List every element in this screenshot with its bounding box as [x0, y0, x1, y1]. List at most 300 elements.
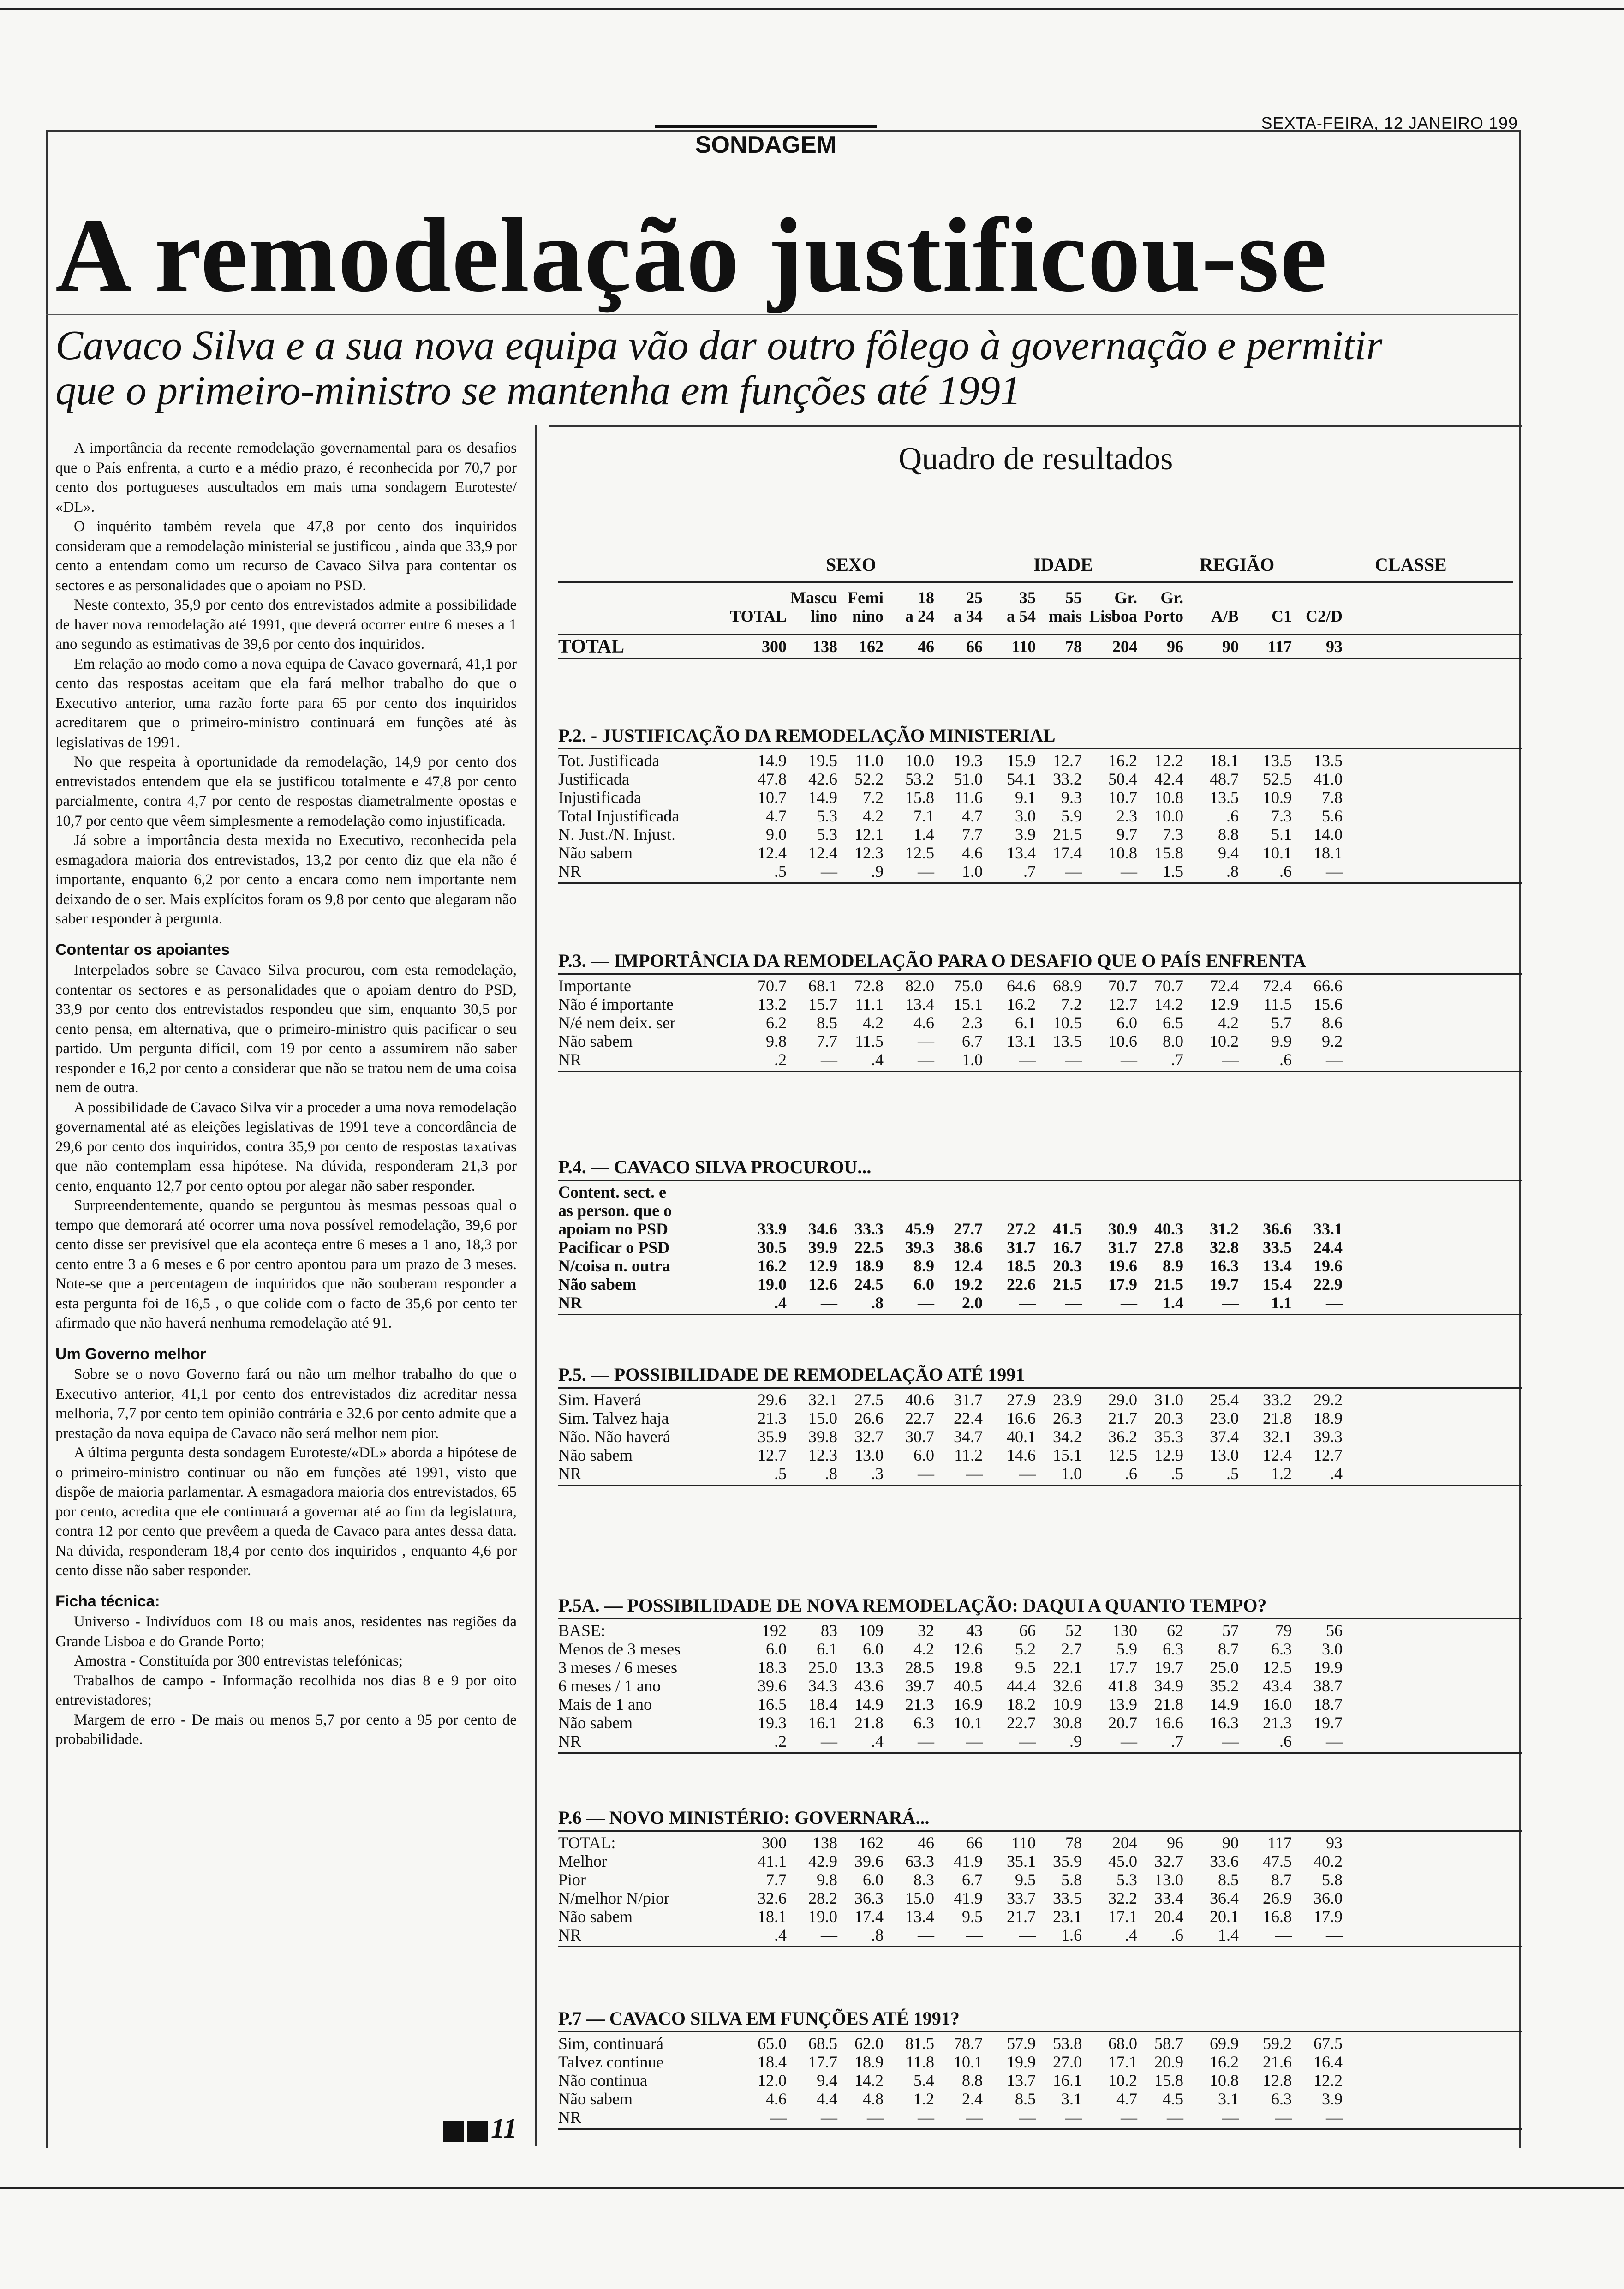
table-cell: —	[1019, 1294, 1036, 1312]
table-cell: a 34	[954, 607, 983, 625]
table-cell: 18.1	[1210, 751, 1239, 770]
table-cell: 2.0	[962, 1294, 983, 1312]
table-cell: 39.6	[758, 1677, 787, 1695]
rule	[558, 882, 1522, 884]
row-label: Injustificada	[558, 788, 641, 807]
table-row	[558, 607, 1343, 625]
table-cell: 138	[812, 1834, 837, 1852]
table-cell: .4	[871, 1732, 884, 1750]
article-paragraph: A importância da recente remodelação governamental para os desafios que o País enfrenta, a curto e a médio prazo, é reconhecida por 70,7 por cento dos portugueses auscultados em mais uma sondagem Euroteste/ «DL».	[55, 440, 517, 515]
question-title: P.4. — CAVACO SILVA PROCUROU...	[558, 1156, 872, 1177]
table-cell: 31.0	[1154, 1390, 1183, 1409]
table-cell: 10.2	[1210, 1032, 1239, 1050]
table-row	[558, 1889, 1343, 1907]
table-cell: 5.1	[1271, 825, 1292, 844]
table-cell: 14.9	[808, 788, 837, 807]
table-cell: 19.9	[1007, 2053, 1036, 2071]
article-subheading: Ficha técnica:	[55, 1592, 160, 1610]
table-cell: Mascu	[790, 588, 837, 607]
table-cell: 40.5	[954, 1677, 983, 1695]
table-cell: 10.5	[1053, 1013, 1082, 1032]
question-block	[558, 2007, 1522, 2132]
table-cell: 22.9	[1314, 1275, 1343, 1294]
table-cell: 7.2	[1061, 995, 1082, 1013]
article-body-supporters	[55, 960, 517, 1333]
table-cell: 41.9	[954, 1852, 983, 1870]
table-cell: 15.8	[905, 788, 934, 807]
table-cell: 31.7	[954, 1390, 983, 1409]
table-cell: 8.9	[914, 1257, 934, 1275]
table-cell: 19.7	[1210, 1275, 1239, 1294]
table-cell: 21.5	[1154, 1275, 1183, 1294]
table-cell: 40.3	[1154, 1220, 1183, 1238]
table-cell: 12.4	[1263, 1446, 1292, 1464]
table-cell: 7.7	[817, 1032, 837, 1050]
table-cell: 68.1	[808, 977, 837, 995]
table-cell: 9.4	[817, 2071, 837, 2090]
table-row	[558, 1013, 1343, 1032]
top-rule	[0, 8, 1624, 10]
article-body-government	[55, 1365, 517, 1581]
table-cell: 90	[1222, 637, 1239, 656]
article-paragraph: Em relação ao modo como a nova equipa de Cavaco governará, 41,1 por cento das respostas aceitam que ela fará melhor trabalho do que o Executivo anterior, uma razão forte para 65 por cento dos inquiridos acreditarem que o primeiro-ministro continuará em funções até às legislativas de 1991.	[55, 655, 517, 751]
table-cell: .4	[774, 1294, 787, 1312]
table-cell: 70.7	[758, 977, 787, 995]
table-cell: 3.9	[1015, 825, 1036, 844]
table-row	[558, 1050, 1343, 1069]
row-label: 3 meses / 6 meses	[558, 1658, 677, 1677]
row-label: Melhor	[558, 1852, 607, 1870]
logo-mark	[443, 2121, 464, 2142]
table-cell: a 54	[1007, 607, 1036, 625]
question-block	[558, 1594, 1522, 1756]
table-row	[558, 807, 1343, 825]
table-cell: 65.0	[758, 2034, 787, 2053]
table-cell: 5.3	[817, 807, 837, 825]
row-label: Tot. Justificada	[558, 751, 660, 770]
table-cell: 8.3	[914, 1870, 934, 1889]
article-paragraph: Amostra - Constituída por 300 entrevistas telefónicas;	[74, 1653, 403, 1669]
table-cell: 68.9	[1053, 977, 1082, 995]
question-title: P.7 — CAVACO SILVA EM FUNÇÕES ATÉ 1991?	[558, 2008, 960, 2029]
table-cell: —	[1326, 1050, 1343, 1069]
table-row	[558, 1238, 1343, 1257]
table-cell: —	[918, 1926, 934, 1944]
table-cell: 62.0	[854, 2034, 884, 2053]
table-cell: 12.2	[1154, 751, 1183, 770]
table-cell: 21.8	[1154, 1695, 1183, 1714]
table-cell: 9.5	[962, 1907, 983, 1926]
table-cell: 78	[1065, 1834, 1082, 1852]
table-cell: .8	[871, 1926, 884, 1944]
table-cell: 21.5	[1053, 825, 1082, 844]
table-cell: 68.0	[1108, 2034, 1137, 2053]
row-label: N. Just./N. Injust.	[558, 825, 676, 844]
table-cell: .5	[774, 1464, 787, 1483]
table-cell: 13.4	[1007, 844, 1036, 862]
table-cell: 11.8	[906, 2053, 934, 2071]
article-column	[55, 438, 517, 1750]
table-cell: 10.9	[1053, 1695, 1082, 1714]
table-cell: mais	[1049, 607, 1082, 625]
table-cell: 41.1	[758, 1852, 787, 1870]
table-cell: 25.0	[1210, 1658, 1239, 1677]
table-cell: 36.2	[1108, 1427, 1137, 1446]
table-cell: 6.0	[914, 1446, 934, 1464]
table-row	[558, 825, 1343, 844]
table-cell: 16.6	[1007, 1409, 1036, 1427]
table-cell: —	[1121, 2108, 1137, 2127]
table-row	[558, 844, 1343, 862]
table-cell: 19.0	[758, 1275, 787, 1294]
row-label: NR	[558, 1050, 582, 1069]
table-cell: 20.4	[1154, 1907, 1183, 1926]
table-cell: 50.4	[1108, 770, 1137, 788]
row-label: Não sabem	[558, 1907, 633, 1926]
table-cell: 35.9	[1053, 1852, 1082, 1870]
table-cell: 18.4	[758, 2053, 787, 2071]
table-cell: 18.9	[854, 2053, 884, 2071]
table-cell: —	[966, 1732, 983, 1750]
table-cell: 78.7	[954, 2034, 983, 2053]
article-paragraph: Universo - Indivíduos com 18 ou mais anos, residentes nas regiões da Grande Lisboa e do Grande Porto;	[55, 1613, 517, 1650]
table-cell: 6.5	[1163, 1013, 1183, 1032]
table-row	[558, 1834, 1343, 1852]
table-cell: 9.5	[1015, 1658, 1036, 1677]
table-cell: —	[918, 862, 934, 881]
table-cell: 18.1	[1314, 844, 1343, 862]
question-title: P.5A. — POSSIBILIDADE DE NOVA REMODELAÇÃO: DAQUI A QUANTO TEMPO?	[558, 1595, 1267, 1616]
table-cell: 11.5	[1263, 995, 1292, 1013]
table-cell: 12.7	[1108, 995, 1137, 1013]
table-cell: .6	[1279, 1050, 1292, 1069]
row-label: Pior	[558, 1870, 586, 1889]
article-paragraph: Já sobre a importância desta mexida no Executivo, reconhecida pela esmagadora maioria dos entrevistados, 13,2 por cento diz que ela não é importante, enquanto 6,2 por cento a encara como nem importante nem deixando de o ser. Mais explícitos foram os 9,8 por cento que alegaram não saber responder à pergunta.	[55, 832, 517, 927]
table-cell: 35.3	[1154, 1427, 1183, 1446]
table-cell: 13.2	[758, 995, 787, 1013]
total-row-wrap	[558, 632, 1522, 661]
table-cell: .9	[1069, 1732, 1082, 1750]
table-cell: 82.0	[905, 977, 934, 995]
table-cell: 13.5	[1053, 1032, 1082, 1050]
table-cell: 20.3	[1053, 1257, 1082, 1275]
table-cell: 16.2	[1210, 2053, 1239, 2071]
table-cell: 66	[1019, 1621, 1036, 1640]
table-cell: 10.0	[905, 751, 934, 770]
table-cell: 16.8	[1263, 1907, 1292, 1926]
table-cell: 19.9	[1314, 1658, 1343, 1677]
table-cell: 12.3	[808, 1446, 837, 1464]
table-cell: 72.8	[854, 977, 884, 995]
row-label: Sim. Talvez haja	[558, 1409, 669, 1427]
table-cell: 6.3	[1163, 1640, 1183, 1658]
article-body-intro	[55, 438, 517, 929]
table-cell: 41.8	[1108, 1677, 1137, 1695]
table-cell: Gr.	[1114, 588, 1137, 607]
article-paragraph: O inquérito também revela que 47,8 por cento dos inquiridos consideram que a remodelação ministerial se justificou , ainda que 33,9 por cento a entendam como um recurso de Cavaco Silva para contentar os sectores e as personalidades que o apoiam no PSD.	[55, 518, 517, 594]
table-cell: 33.5	[1263, 1238, 1292, 1257]
table-cell: 10.0	[1154, 807, 1183, 825]
rule	[558, 2128, 1522, 2130]
table-cell: Femi	[848, 588, 884, 607]
table-cell: 110	[1011, 637, 1036, 656]
table-cell: 10.1	[954, 2053, 983, 2071]
table-cell: 5.9	[1061, 807, 1082, 825]
table-cell: 66.6	[1314, 977, 1343, 995]
table-cell: 130	[1112, 1621, 1137, 1640]
question-table	[558, 751, 1343, 881]
table-cell: 68.5	[808, 2034, 837, 2053]
rule	[558, 1314, 1522, 1315]
table-cell: 66	[966, 1834, 983, 1852]
table-cell: .8	[871, 1294, 884, 1312]
table-cell: 34.9	[1154, 1677, 1183, 1695]
table-cell: .6	[1279, 862, 1292, 881]
table-cell: 6.0	[863, 1640, 884, 1658]
table-cell: 72.4	[1263, 977, 1292, 995]
table-cell: 2.4	[962, 2090, 983, 2108]
table-cell: —	[1326, 1732, 1343, 1750]
table-cell: 67.5	[1314, 2034, 1343, 2053]
table-row	[558, 1275, 1343, 1294]
rule	[558, 1618, 1522, 1619]
table-cell: 36.6	[1263, 1220, 1292, 1238]
table-cell: 29.0	[1108, 1390, 1137, 1409]
table-cell: 33.5	[1053, 1889, 1082, 1907]
table-cell: 35	[1019, 588, 1036, 607]
table-cell: 66	[966, 637, 983, 656]
row-label: NR	[558, 1464, 582, 1483]
table-cell: Lisboa	[1089, 607, 1137, 625]
table-cell: 33.2	[1263, 1390, 1292, 1409]
table-cell: 13.9	[1108, 1695, 1137, 1714]
row-label: N/é nem deix. ser	[558, 1013, 675, 1032]
table-cell: 10.1	[954, 1714, 983, 1732]
table-cell: —	[1326, 1926, 1343, 1944]
table-cell: 8.7	[1271, 1870, 1292, 1889]
table-cell: 4.6	[914, 1013, 934, 1032]
table-row	[558, 1621, 1343, 1640]
article-paragraph: A possibilidade de Cavaco Silva vir a proceder a uma nova remodelação governamental até as eleições legislativas de 1991 teve a concordância de 29,6 por cento dos inquiridos, contra 35,9 por cento de respostas taxativas que não contemplam essa hipótese. Na dúvida, responderam 21,3 por cento, enquanto 12,7 por cento optou por alegar não saber responder.	[55, 1099, 517, 1194]
table-cell: 12.9	[1154, 1446, 1183, 1464]
table-cell: 11.6	[954, 788, 983, 807]
table-cell: 53.8	[1053, 2034, 1082, 2053]
table-cell: 32.2	[1108, 1889, 1137, 1907]
table-cell: 1.1	[1271, 1294, 1292, 1312]
table-cell: .9	[871, 862, 884, 881]
rule	[558, 1830, 1522, 1832]
table-cell: —	[867, 2108, 884, 2127]
table-cell: 30.9	[1108, 1220, 1137, 1238]
table-cell: 33.9	[758, 1220, 787, 1238]
table-cell: 32.7	[1154, 1852, 1183, 1870]
table-cell: —	[821, 1294, 837, 1312]
table-cell: —	[918, 1050, 934, 1069]
table-cell: 13.1	[1007, 1032, 1036, 1050]
table-cell: 13.4	[905, 1907, 934, 1926]
table-cell: —	[918, 1732, 934, 1750]
table-cell: 6.2	[766, 1013, 787, 1032]
rule	[558, 1752, 1522, 1754]
table-cell: 62	[1167, 1621, 1183, 1640]
rule	[558, 2031, 1522, 2032]
table-cell: 14.9	[758, 751, 787, 770]
row-label: N/melhor N/pior	[558, 1889, 669, 1907]
table-cell: 59.2	[1263, 2034, 1292, 2053]
table-cell: 22.7	[1007, 1714, 1036, 1732]
dateline: SEXTA-FEIRA, 12 JANEIRO 199	[1261, 114, 1518, 132]
row-label: Talvez continue	[558, 2053, 664, 2071]
table-cell: 3.1	[1061, 2090, 1082, 2108]
table-cell: 21.7	[1108, 1409, 1137, 1427]
table-cell: 52	[1065, 1621, 1082, 1640]
table-cell: 11.1	[855, 995, 884, 1013]
table-cell: 37.4	[1210, 1427, 1239, 1446]
table-cell: .5	[1171, 1464, 1183, 1483]
table-cell: 162	[859, 637, 884, 656]
table-row	[558, 1852, 1343, 1870]
table-cell: 12.4	[954, 1257, 983, 1275]
table-cell: 10.1	[1263, 844, 1292, 862]
table-cell: 17.7	[1108, 1658, 1137, 1677]
table-cell: 36.0	[1314, 1889, 1343, 1907]
table-cell: 35.9	[758, 1427, 787, 1446]
rule	[558, 634, 1522, 635]
table-cell: 15.1	[1053, 1446, 1082, 1464]
table-cell: 55	[1065, 588, 1082, 607]
table-cell: 18.5	[1007, 1257, 1036, 1275]
table-cell: 18.4	[808, 1695, 837, 1714]
article-paragraph: Surpreendentemente, quando se perguntou às mesmas pessoas qual o tempo que demorará até ocorrer uma nova possível remodelação, 39,6 por cento disse ser previsível que ela aconteça entre 6 meses a 1 ano, 18,3 por cento entre 3 a 6 meses e 6 por centro apontou para um prazo de 3 meses. Note-se que a percentagem de inquiridos que não souberam responder a esta pergunta foi de 16,5 , o que colide com o facto de 35,6 por cento ter afirmado que não haverá nenhuma remodelação até 91.	[55, 1197, 517, 1331]
table-row	[558, 1464, 1343, 1483]
table-cell: 19.3	[954, 751, 983, 770]
table-cell: 52.2	[854, 770, 884, 788]
table-cell: 30.7	[905, 1427, 934, 1446]
table-cell: 40.1	[1007, 1427, 1036, 1446]
table-cell: 64.6	[1007, 977, 1036, 995]
table-cell: 40.6	[905, 1390, 934, 1409]
table-cell: 5.4	[914, 2071, 934, 2090]
row-label: BASE:	[558, 1621, 606, 1640]
row-label: TOTAL	[558, 636, 625, 657]
table-cell: 23.0	[1210, 1409, 1239, 1427]
group-heading: CLASSE	[1375, 554, 1447, 575]
table-cell: 19.7	[1314, 1714, 1343, 1732]
rule	[558, 1180, 1522, 1181]
table-cell: 2.3	[1116, 807, 1137, 825]
table-cell: 4.2	[863, 807, 884, 825]
table-cell: .8	[1226, 862, 1239, 881]
table-cell: 16.7	[1053, 1238, 1082, 1257]
table-cell: .6	[1171, 1926, 1183, 1944]
table-cell: 38.6	[954, 1238, 983, 1257]
table-cell: 4.6	[766, 2090, 787, 2108]
table-cell: .8	[825, 1464, 837, 1483]
table-cell: 5.7	[1271, 1013, 1292, 1032]
row-label: Mais de 1 ano	[558, 1695, 652, 1714]
table-row	[558, 862, 1343, 881]
article-paragraph: No que respeita à oportunidade da remodelação, 14,9 por cento dos entrevistados entendem que ela se justificou totalmente e 47,8 por cento parcialmente, contra 4,7 por cento de respostas diametralmente opostas e 10,7 por cento que vêem simplesmente a remodelação como injustificada.	[55, 754, 517, 829]
table-cell: —	[821, 862, 837, 881]
table-cell: 42.9	[808, 1852, 837, 1870]
table-cell: 12.5	[905, 844, 934, 862]
table-cell: 13.0	[854, 1446, 884, 1464]
table-cell: 42.4	[1154, 770, 1183, 788]
table-row	[558, 1183, 1343, 1201]
table-cell: 54.1	[1007, 770, 1036, 788]
table-cell: 22.5	[854, 1238, 884, 1257]
table-cell: 10.9	[1263, 788, 1292, 807]
table-cell: 6.1	[817, 1640, 837, 1658]
table-cell: 42.6	[808, 770, 837, 788]
section-kicker: SONDAGEM	[655, 125, 877, 159]
table-row	[558, 1870, 1343, 1889]
table-cell: 3.0	[1322, 1640, 1343, 1658]
table-cell: 12.3	[854, 844, 884, 862]
table-cell: 5.6	[1322, 807, 1343, 825]
table-cell: 43	[966, 1621, 983, 1640]
table-cell: —	[821, 1732, 837, 1750]
table-cell: 15.0	[808, 1409, 837, 1427]
table-cell: 4.7	[962, 807, 983, 825]
table-cell: 53.2	[905, 770, 934, 788]
table-cell: 22.7	[905, 1409, 934, 1427]
table-cell: 14.6	[1007, 1446, 1036, 1464]
table-cell: 4.8	[863, 2090, 884, 2108]
table-cell: 18	[918, 588, 934, 607]
row-label: Menos de 3 meses	[558, 1640, 681, 1658]
row-label: N/coisa n. outra	[558, 1257, 670, 1275]
table-cell: 1.6	[1061, 1926, 1082, 1944]
article-paragraph: Interpelados sobre se Cavaco Silva procurou, com esta remodelação, contentar os sectores e as personalidades que o apoiam dentro do PSD, 33,9 por cento dos entrevistados respondeu que sim, enquanto 30,5 por cento pensa, em alternativa, que o primeiro-ministro quis pacificar o seu partido. Um pergunta difícil, com 19 por cento a assumirem não saber responder e 16,2 por cento a considerar que não se tratou nem de uma coisa nem de outra.	[55, 962, 517, 1096]
question-table	[558, 977, 1343, 1069]
table-cell: 47.5	[1263, 1852, 1292, 1870]
total-row-table	[558, 637, 1343, 656]
table-cell: 41.0	[1314, 770, 1343, 788]
table-cell: 6.7	[962, 1870, 983, 1889]
table-cell: .6	[1226, 807, 1239, 825]
table-cell: —	[1019, 1732, 1036, 1750]
column-divider	[535, 425, 537, 2146]
table-cell: 31.2	[1210, 1220, 1239, 1238]
table-cell: 10.7	[758, 788, 787, 807]
row-label: Sim, continuará	[558, 2034, 663, 2053]
table-row	[558, 770, 1343, 788]
table-cell: 63.3	[905, 1852, 934, 1870]
table-cell: 31.7	[1007, 1238, 1036, 1257]
table-row	[558, 2071, 1343, 2090]
table-cell: 13.4	[1263, 1257, 1292, 1275]
table-cell: 16.9	[954, 1695, 983, 1714]
table-cell: A/B	[1211, 607, 1239, 625]
table-cell: 10.2	[1108, 2071, 1137, 2090]
table-cell: 19.3	[758, 1714, 787, 1732]
table-row	[558, 1294, 1343, 1312]
page-footer	[443, 2113, 517, 2145]
table-cell: 14.9	[854, 1695, 884, 1714]
table-cell: 45.0	[1108, 1852, 1137, 1870]
table-cell: 24.5	[854, 1275, 884, 1294]
row-label: Não sabem	[558, 2090, 633, 2108]
table-cell: 20.3	[1154, 1409, 1183, 1427]
table-cell: —	[1121, 1294, 1137, 1312]
table-cell: 19.5	[808, 751, 837, 770]
row-label: Não sabem	[558, 1275, 636, 1294]
table-cell: .5	[1226, 1464, 1239, 1483]
table-cell: 2.3	[962, 1013, 983, 1032]
table-cell: 19.6	[1108, 1257, 1137, 1275]
table-cell: 12.7	[1053, 751, 1082, 770]
